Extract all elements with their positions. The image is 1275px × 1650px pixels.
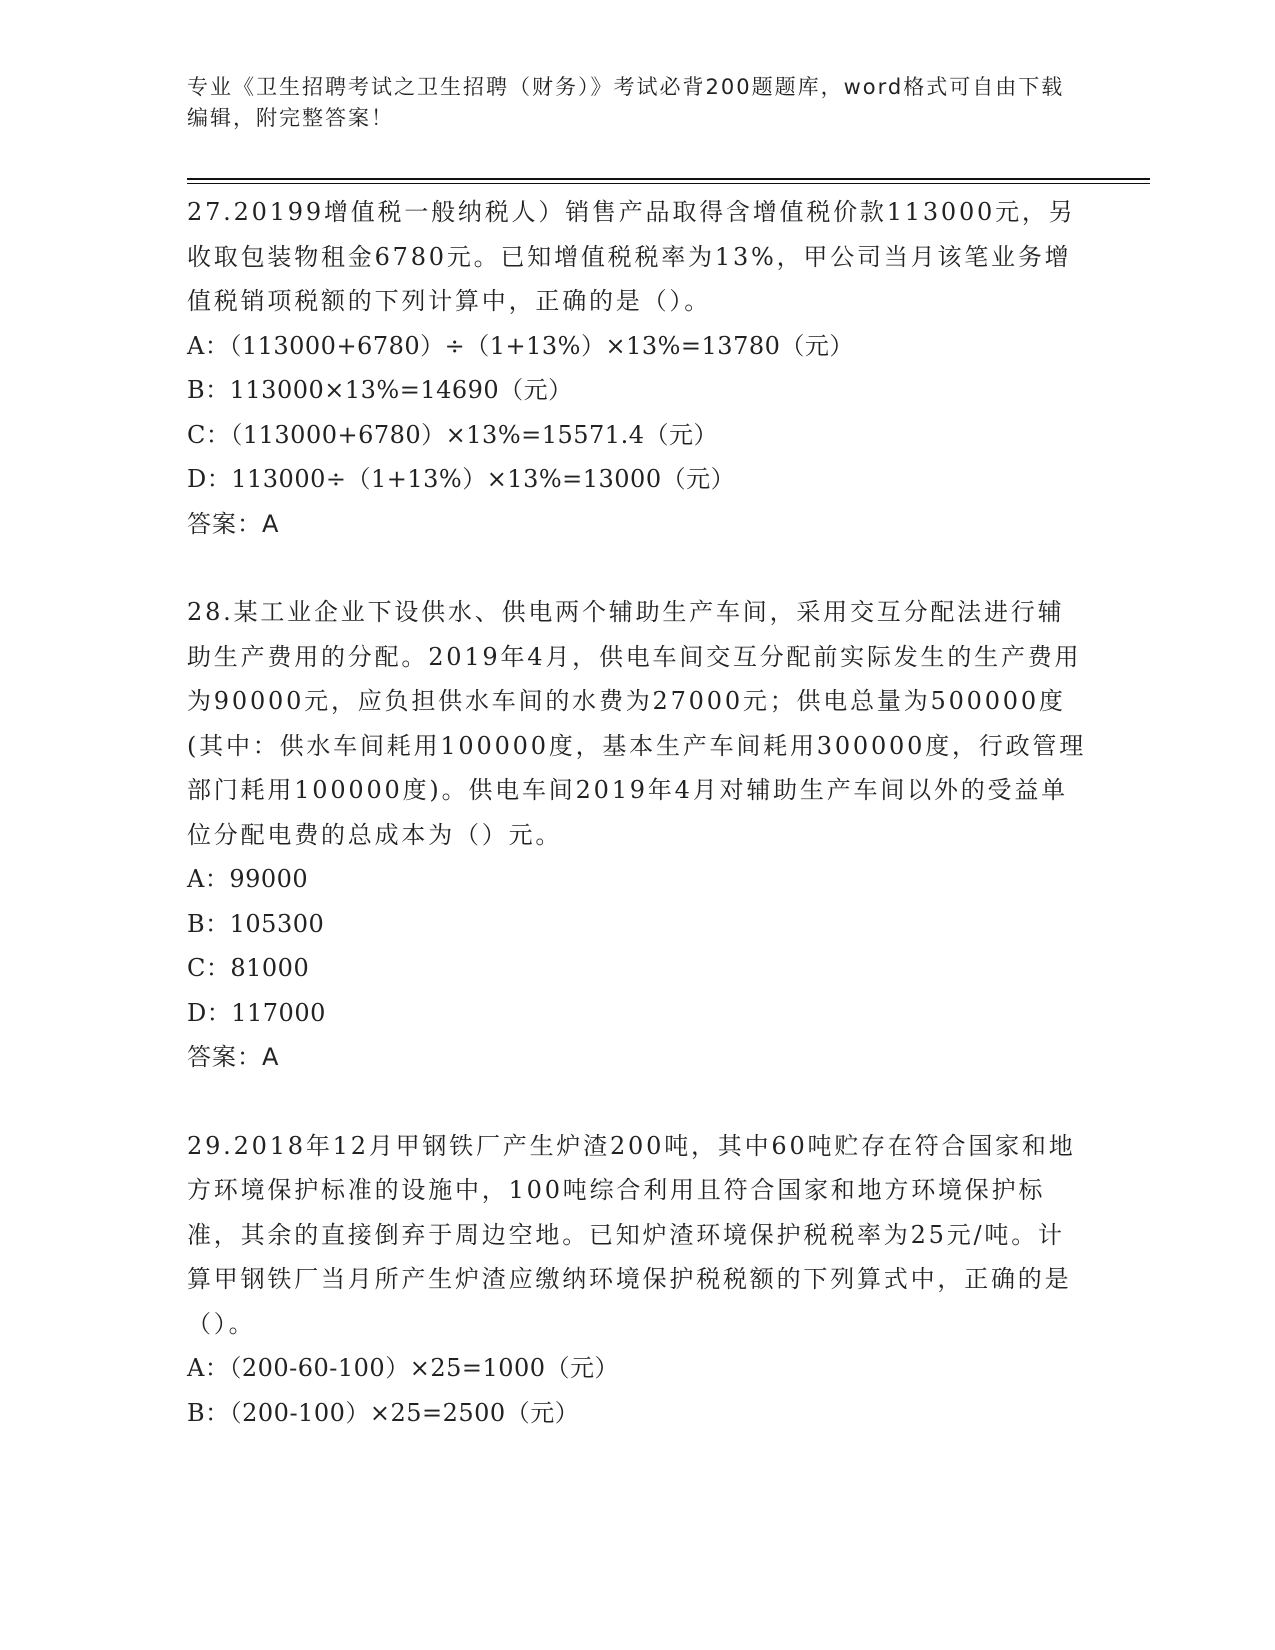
option-b: B：113000×13%=14690（元） (187, 376, 573, 404)
header-divider-thin (187, 183, 1150, 184)
question-text: 29.2018年12月甲钢铁厂产生炉渣200吨，其中60吨贮存在符合国家和地方环境保护标准的设施中，100吨综合利用且符合国家和地方环境保护标准，其余的直接倒弃于周边空地。已知炉渣环境保护税税率为25元/吨。计算甲钢铁厂当月所产生炉渣应缴纳环境保护税税额的下列算式中，正确的是（）。 (187, 1131, 1076, 1338)
question-29 (187, 1124, 1087, 1436)
header-divider-thick (187, 178, 1150, 180)
answer-line: 答案：A (187, 509, 280, 538)
option-d: D：117000 (187, 998, 326, 1027)
option-d: D：113000÷（1+13%）×13%=13000（元） (187, 465, 736, 493)
question-27 (187, 190, 1087, 546)
answer-line: 答案：A (187, 1043, 280, 1071)
question-list (187, 190, 1087, 1435)
question-28 (187, 590, 1087, 1080)
option-a: A：（200-60-100）×25=1000（元） (187, 1354, 620, 1382)
option-c: C：81000 (187, 954, 310, 982)
option-a: A：（113000+6780）÷（1+13%）×13%=13780（元） (187, 331, 854, 360)
question-spacer (187, 546, 1087, 590)
option-a: A：99000 (187, 865, 309, 893)
document-header: 专业《卫生招聘考试之卫生招聘（财务）》考试必背200题题库，word格式可自由下载编辑，附完整答案！ (187, 75, 1065, 130)
option-c: C：（113000+6780）×13%=15571.4（元） (187, 420, 718, 449)
option-b: B：105300 (187, 909, 325, 938)
question-text: 28.某工业企业下设供水、供电两个辅助生产车间，采用交互分配法进行辅助生产费用的分配。2019年4月，供电车间交互分配前实际发生的生产费用为90000元，应负担供水车间的水费为27000元；供电总量为500000度(其中：供水车间耗用100000度，基本生产车间耗用300000度，行政管理部门耗用100000度)。供电车间2019年4月对辅助生产车间以外的受益单位分配电费的总成本为（）元。 (187, 598, 1086, 849)
question-text: 27.20199增值税一般纳税人）销售产品取得含增值税价款113000元，另收取包装物租金6780元。已知增值税税率为13%，甲公司当月该笔业务增值税销项税额的下列计算中，正确的是（）。 (187, 198, 1076, 315)
option-b: B：（200-100）×25=2500（元） (187, 1398, 580, 1427)
question-spacer (187, 1080, 1087, 1124)
